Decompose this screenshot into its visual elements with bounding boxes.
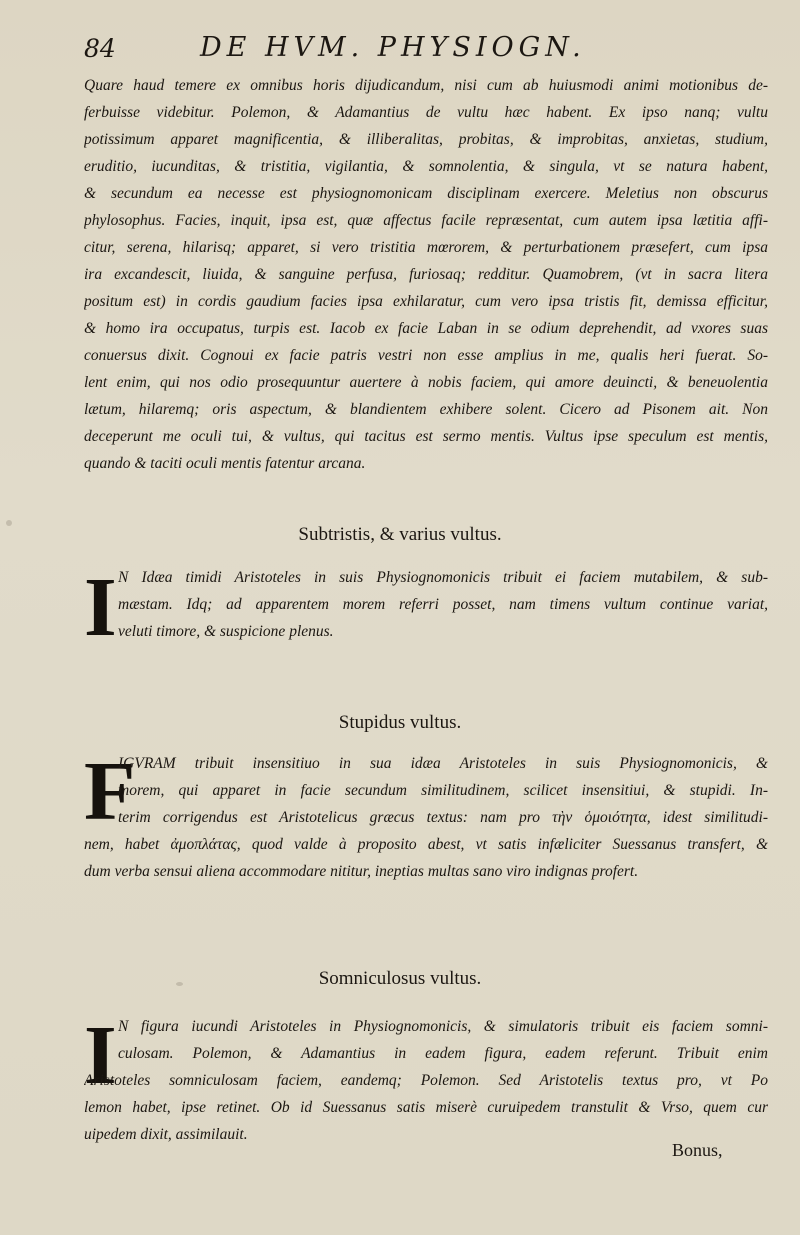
opening-paragraph: [84, 72, 768, 477]
text-line: Aristoteles somniculosam faciem, eandemq; Polemon. Sed Aristotelis textus pro, vt Po: [84, 1072, 768, 1089]
text-line: dum verba sensui aliena accommodare nititur, ineptias multas sano viro indignas profert.: [84, 863, 639, 880]
text-line: lent enim, qui nos odio prosequuntur auertere à nobis faciem, qui amore deuincti, & beneuolentia: [84, 374, 768, 391]
section-text-continued: [84, 831, 768, 885]
text-line: conuersus dixit. Cognoui ex facie patris vestri non esse amplius in me, qualis heri fuerat. So-: [84, 347, 768, 364]
drop-initial: I: [84, 1009, 117, 1102]
running-head: [84, 32, 764, 68]
text-line: deceperunt me oculi tui, & vultus, qui tacitus est sermo mentis. Vultus ipse speculum est mentis,: [84, 428, 768, 445]
text-line: veluti timore, & suspicione plenus.: [118, 623, 334, 640]
text-line: morem, qui apparet in facie secundum similitudinem, scilicet insensitiui, & stupidi. In-: [118, 782, 768, 799]
section-text: [118, 750, 768, 831]
section-text: [118, 1013, 768, 1067]
running-title: DE HVM. PHYSIOGN.: [200, 32, 586, 63]
text-line: N figura iucundi Aristoteles in Physiognomonicis, & simulatoris tribuit eis faciem somni-: [118, 1018, 768, 1035]
text-line: & secundum ea necesse est physiognomonicam disciplinam exercere. Meletius non obscurus: [84, 185, 768, 202]
text-line: & homo ira occupatus, turpis est. Iacob ex facie Laban in se odium deprehendit, ad vxores suas: [84, 320, 768, 337]
text-line: N Idæa timidi Aristoteles in suis Physiognomonicis tribuit ei faciem mutabilem, & sub-: [118, 569, 768, 586]
drop-initial: F: [84, 745, 136, 838]
text-line: uipedem dixit, assimilauit.: [84, 1126, 248, 1143]
page-number: 84: [84, 34, 116, 63]
section-text: [118, 564, 768, 645]
text-line: positum est) in cordis gaudium facies ipsa exhilaratur, cum vero ipsa tristis fit, demissa efficitur,: [84, 293, 768, 310]
text-line: potissimum apparet magnificentia, & illiberalitas, probitas, & improbitas, anxietas, studium,: [84, 131, 768, 148]
text-line: eruditio, iucunditas, & tristitia, vigilantia, & somnolentia, & singula, vt se natura habent,: [84, 158, 768, 175]
text-line: Quare haud temere ex omnibus horis dijudicandum, nisi cum ab huiusmodi animi motionibus de-: [84, 77, 768, 94]
text-line: lemon habet, ipse retinet. Ob id Suessanus satis miserè curuipedem transtulit & Vrso, quem cur: [84, 1099, 768, 1116]
text-line: terim corrigendus est Aristotelicus græcus textus: nam pro τὴν ὁμοιότητα, idest similitudi-: [118, 809, 768, 826]
text-line: culosam. Polemon, & Adamantius in eadem figura, eadem referunt. Tribuit enim: [118, 1045, 768, 1062]
text-line: mæstam. Idq; ad apparentem morem referri posset, nam timens vultum continue variat,: [118, 596, 768, 613]
text-line: nem, habet ἀμοπλάτας, quod valde à proposito abest, vt satis infæliciter Suessanus transfert, &: [84, 836, 768, 853]
text-line: phylosophus. Facies, inquit, ipsa est, quæ affectus facile repræsentat, cum autem ipsa lætitia affi-: [84, 212, 768, 229]
catchword: Bonus,: [672, 1140, 723, 1160]
text-line: quando & taciti oculi mentis fatentur arcana.: [84, 455, 366, 472]
text-line: citur, serena, hilarisq; apparet, si vero tristitia mœrorem, & perturbationem præsefert, cum ipsa: [84, 239, 768, 256]
section-text-continued: [84, 1067, 768, 1148]
section-heading: Somniculosus vultus.: [318, 968, 482, 989]
text-line: ferbuisse videbitur. Polemon, & Adamantius de vultu hæc habent. Ex ipso nanq; vultu: [84, 104, 768, 121]
text-line: lætum, hilaremq; oris aspectum, & blandientem exhibere solent. Cicero ad Pisonem ait. Non: [84, 401, 768, 418]
section-heading: Stupidus vultus.: [338, 712, 462, 733]
drop-initial: I: [84, 561, 117, 654]
text-line: IGVRAM tribuit insensitiuo in sua idæa Aristoteles in suis Physiognomonicis, &: [118, 755, 768, 772]
section-heading: Subtristis, & varius vultus.: [298, 524, 502, 545]
text-line: ira excandescit, liuida, & sanguine perfusa, furiosaq; redditur. Quamobrem, (vt in sacra litera: [84, 266, 768, 283]
